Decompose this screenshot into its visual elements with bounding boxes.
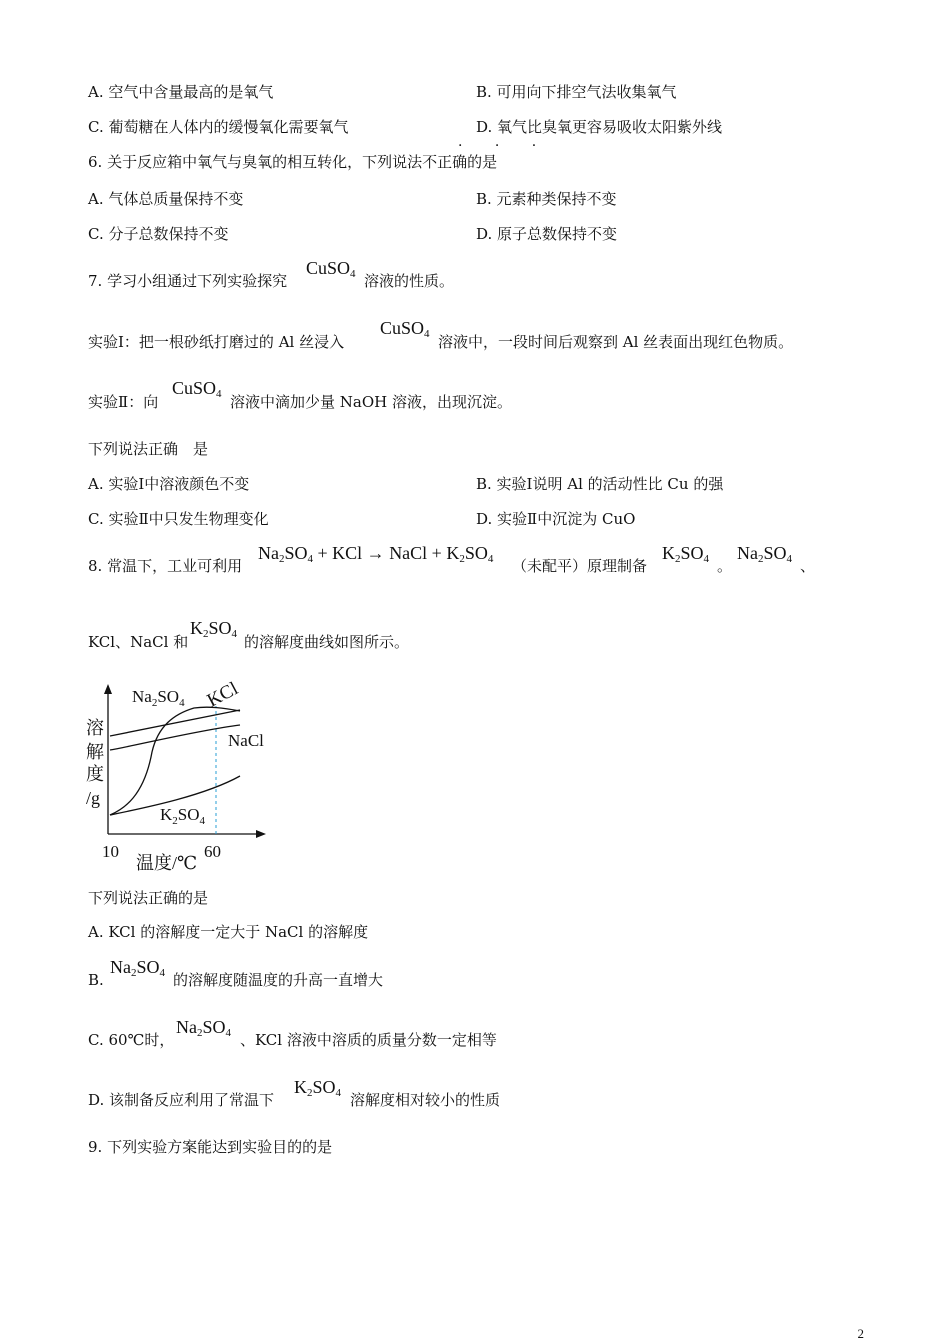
emphasis-dots: · · ·	[458, 138, 551, 154]
q8-option-d-pre: D. 该制备反应利用了常温下	[88, 1091, 275, 1109]
q5-option-d: D. 氧气比臭氧更容易吸收太阳紫外线	[476, 118, 723, 136]
formula-na2so4: $Na_2SO_4$	[176, 1017, 232, 1039]
formula-na2so4: $Na_2SO_4$	[110, 957, 166, 979]
y-axis-label-char: 解	[86, 742, 104, 762]
q8-option-c-pre: C. 60℃时，	[88, 1031, 175, 1049]
formula-na2so4: $Na_2SO_4$	[737, 543, 793, 565]
formula-cuso4: CuSO$_4$	[380, 318, 430, 340]
formula-k2so4: $K_2SO_4$	[294, 1077, 342, 1099]
solubility-chart	[84, 676, 284, 876]
q7-stem-post: 溶液的性质。	[364, 272, 455, 290]
q8-option-c-post: 、KCl 溶液中溶质的质量分数一定相等	[240, 1031, 497, 1049]
series-line-k2so4	[110, 776, 240, 815]
q7-option-b: B. 实验Ⅰ说明 Al 的活动性比 Cu 的强	[476, 475, 724, 493]
q6-option-b: B. 元素种类保持不变	[476, 190, 617, 208]
q8-option-b-pre: B.	[88, 971, 104, 989]
q8-stem-mid: （未配平）原理制备	[512, 557, 648, 575]
q8-option-d-post: 溶解度相对较小的性质	[350, 1091, 501, 1109]
x-tick-60: 60	[204, 842, 221, 861]
series-label-k2so4: $K_2SO_4$	[160, 805, 206, 827]
q7-exp2-post: 溶液中滴加少量 NaOH 溶液，出现沉淀。	[230, 393, 512, 411]
y-axis-label-char: 度	[86, 764, 104, 784]
x-axis-arrow	[256, 830, 266, 838]
q5-option-a: A. 空气中含量最高的是氧气	[88, 83, 274, 101]
y-axis-arrow	[104, 684, 112, 694]
formula-k2so4: $K_2SO_4$	[190, 618, 238, 640]
formula-cuso4: CuSO$_4$	[172, 378, 222, 400]
formula-k2so4: $K_2SO_4$	[662, 543, 710, 565]
q6-stem: 6. 关于反应箱中氧气与臭氧的相互转化，下列说法不正确的是	[88, 153, 498, 171]
q5-option-c: C. 葡萄糖在人体内的缓慢氧化需要氧气	[88, 118, 349, 136]
series-label-na2so4: $Na_2SO_4$	[132, 687, 185, 709]
q8-sep1: 。	[717, 557, 733, 575]
q8-stem-pre: 8. 常温下，工业可利用	[88, 557, 243, 575]
series-label-kcl: KCl	[203, 678, 242, 712]
q5-option-b: B. 可用向下排空气法收集氧气	[476, 83, 677, 101]
page-number: 2	[857, 1326, 864, 1341]
q7-exp1-pre: 实验Ⅰ：把一根砂纸打磨过的 Al 丝浸入	[88, 333, 345, 351]
y-axis-label-char: /g	[86, 788, 101, 808]
series-label-nacl: NaCl	[228, 731, 264, 750]
q7-stem-pre: 7. 学习小组通过下列实验探究	[88, 272, 288, 290]
q7-ask: 下列说法正确 是	[88, 440, 209, 458]
q8-option-b-post: 的溶解度随温度的升高一直增大	[173, 971, 384, 989]
q8-option-a: A. KCl 的溶解度一定大于 NaCl 的溶解度	[88, 923, 369, 941]
q7-exp1-post: 溶液中，一段时间后观察到 Al 丝表面出现红色物质。	[438, 333, 794, 351]
q7-option-c: C. 实验Ⅱ中只发生物理变化	[88, 510, 269, 528]
series-line-kcl	[110, 710, 240, 736]
q8-line2-post: 的溶解度曲线如图所示。	[244, 633, 410, 651]
formula-cuso4: CuSO$_4$	[306, 258, 356, 280]
x-axis-label: 温度/℃	[136, 853, 198, 873]
q7-option-d: D. 实验Ⅱ中沉淀为 CuO	[476, 510, 636, 528]
q8-sep2: 、	[800, 557, 816, 575]
q8-line2-pre: KCl、NaCl 和	[88, 633, 189, 651]
reaction-equation: $Na_2SO_4$ + KCl → NaCl + $K_2SO_4$	[258, 543, 494, 565]
q7-option-a: A. 实验Ⅰ中溶液颜色不变	[88, 475, 250, 493]
q6-option-d: D. 原子总数保持不变	[476, 225, 618, 243]
y-axis-label-char: 溶	[86, 718, 104, 738]
q6-option-a: A. 气体总质量保持不变	[88, 190, 244, 208]
series-line-nacl	[110, 725, 240, 750]
x-tick-10: 10	[102, 842, 119, 861]
q7-exp2-pre: 实验Ⅱ：向	[88, 393, 159, 411]
q8-ask: 下列说法正确的是	[88, 889, 209, 907]
q6-option-c: C. 分子总数保持不变	[88, 225, 229, 243]
q9-stem: 9. 下列实验方案能达到实验目的的是	[88, 1138, 333, 1156]
